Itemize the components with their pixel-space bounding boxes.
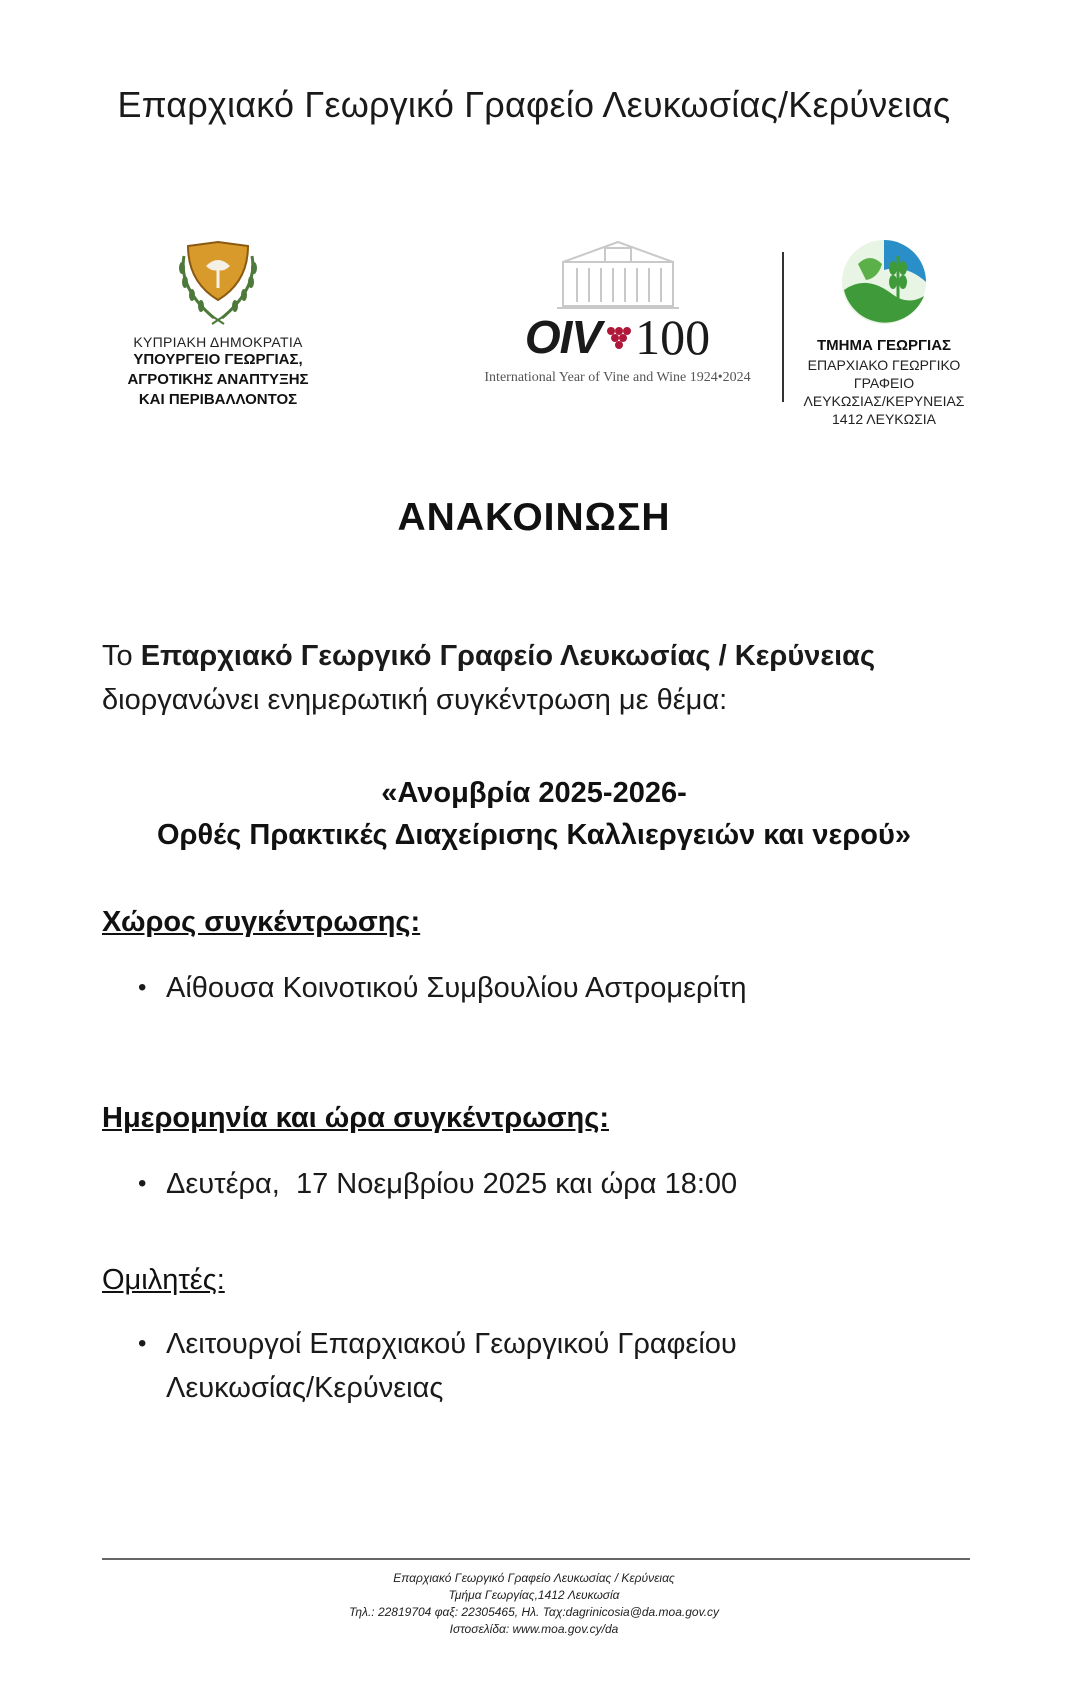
venue-heading: Χώρος συγκέντρωσης: — [102, 906, 421, 938]
bullet-icon: • — [138, 1330, 147, 1357]
department-line: ΛΕΥΚΩΣΙΑΣ/ΚΕΡΥΝΕΙΑΣ — [803, 393, 965, 409]
grape-icon — [603, 322, 633, 352]
department-name: ΤΜΗΜΑ ΓΕΩΡΓΙΑΣ — [816, 337, 952, 354]
bullet-icon: • — [138, 1170, 147, 1197]
ministry-name-line: ΚΑΙ ΠΕΡΙΒΑΛΛΟΝΤΟΣ — [138, 391, 298, 408]
agriculture-department-icon — [836, 234, 932, 330]
ministry-name-line: ΑΓΡΟΤΙΚΗΣ ΑΝΑΠΤΥΞΗΣ — [127, 371, 309, 388]
ministry-name-line: ΥΠΟΥΡΓΕΙΟ ΓΕΩΡΓΙΑΣ, — [133, 351, 303, 368]
speakers-item — [138, 1322, 737, 1410]
footer-line: Τηλ.: 22819704 φαξ: 22305465, Ηλ. Ταχ:dagrinicosia@da.moa.gov.cy — [348, 1605, 720, 1619]
oiv-subtitle: International Year of Vine and Wine 1924•2024 — [484, 370, 751, 385]
intro-paragraph — [102, 634, 1002, 722]
bullet-icon: • — [138, 974, 147, 1001]
page-header-title: Επαρχιακό Γεωργικό Γραφείο Λευκωσίας/Κερύνειας — [117, 84, 951, 125]
department-logo-block — [786, 234, 982, 428]
footer-line: Επαρχιακό Γεωργικό Γραφείο Λευκωσίας / Κερύνειας — [393, 1571, 675, 1585]
ministry-logo-block — [98, 232, 338, 410]
ministry-country-label: ΚΥΠΡΙΑΚΗ ΔΗΜΟΚΡΑΤΙΑ — [133, 334, 303, 350]
venue-text: Αίθουσα Κοινοτικού Συμβουλίου Αστρομερίτη — [166, 972, 747, 1004]
department-line: ΕΠΑΡΧΙΑΚΟ ΓΕΩΡΓΙΚΟ — [807, 357, 961, 373]
footer — [0, 1570, 1068, 1638]
footer-line: Ιστοσελίδα: www.moa.gov.cy/da — [449, 1622, 619, 1636]
oiv-logo-block — [450, 232, 785, 386]
intro-organization: Επαρχιακό Γεωργικό Γραφείο Λευκωσίας / Κερύνειας — [140, 640, 876, 672]
subject-line: Ορθές Πρακτικές Διαχείρισης Καλλιεργειών και νερού» — [157, 819, 911, 851]
datetime-text: Δευτέρα, 17 Νοεμβρίου 2025 και ώρα 18:00 — [166, 1168, 738, 1200]
logo-divider — [782, 252, 784, 402]
datetime-heading: Ημερομηνία και ώρα συγκέντρωσης: — [102, 1102, 610, 1134]
speakers-text-line: Λευκωσίας/Κερύνειας — [166, 1372, 444, 1404]
intro-prefix: Το — [102, 640, 141, 672]
footer-divider — [102, 1558, 970, 1560]
oiv-number: 100 — [635, 309, 711, 365]
cyprus-coat-of-arms-icon — [168, 232, 268, 328]
event-subject — [0, 772, 1068, 856]
building-icon — [553, 232, 683, 312]
datetime-item — [138, 1162, 737, 1206]
venue-item — [138, 966, 747, 1010]
speakers-heading: Ομιλητές: — [102, 1264, 225, 1296]
announcement-title: ΑΝΑΚΟΙΝΩΣΗ — [397, 496, 671, 539]
oiv-text: OIV — [524, 311, 602, 363]
oiv-wordmark — [450, 308, 785, 366]
department-line: ΓΡΑΦΕΙΟ — [853, 375, 915, 391]
subject-line: «Ανομβρία 2025-2026- — [381, 777, 687, 809]
footer-line: Τμήμα Γεωργίας,1412 Λευκωσία — [448, 1588, 620, 1602]
speakers-text-line: Λειτουργοί Επαρχιακού Γεωργικού Γραφείου — [166, 1328, 737, 1360]
intro-rest: διοργανώνει ενημερωτική συγκέντρωση με θέμα: — [102, 684, 728, 716]
department-line: 1412 ΛΕΥΚΩΣΙΑ — [832, 411, 936, 427]
